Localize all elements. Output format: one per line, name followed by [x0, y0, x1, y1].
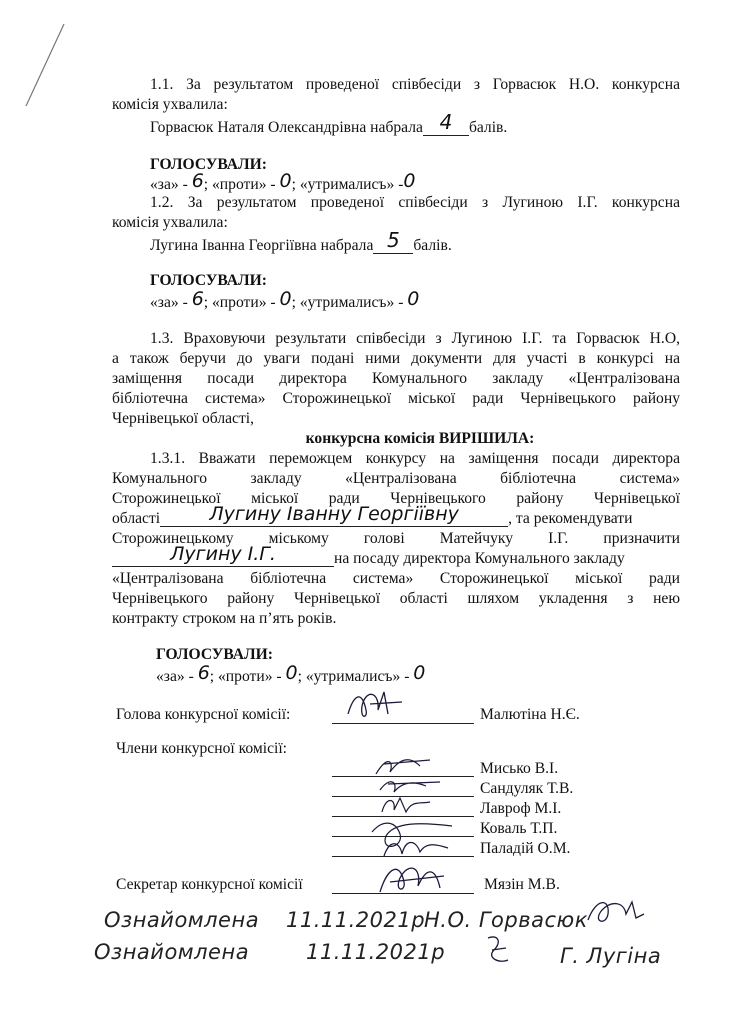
- member-name: Коваль Т.П.: [480, 820, 558, 837]
- decision-line7: «Централізована бібліотечна система» Сторожинецької міської ради: [112, 570, 680, 587]
- acknowledgement-date: 11.11.2021р: [306, 940, 446, 964]
- appointee-handwritten: Лугину І.Г.: [170, 543, 276, 565]
- member-name: Сандуляк Т.В.: [480, 780, 574, 797]
- appointee-blank: [112, 543, 334, 567]
- section-1-3-line3: заміщення посади директора Комунального закладу «Централізована: [112, 370, 680, 387]
- vote-2-results: [150, 288, 420, 312]
- vote-3-heading: ГОЛОСУВАЛИ:: [156, 646, 273, 663]
- acknowledgement-name: Н.О. Горвасюк: [424, 908, 588, 932]
- acknowledgement-name: Г. Лугіна: [560, 944, 662, 968]
- decision-heading: конкурсна комісія ВИРІШИЛА:: [305, 430, 535, 447]
- decision-line9: контракту строком на п’ять років.: [112, 610, 337, 627]
- acknowledgement-word: Ознайомлена: [104, 908, 260, 932]
- decision-line2: Комунального закладу «Централізована бібліотечна система»: [112, 470, 680, 487]
- chair-signature: [340, 684, 410, 726]
- decision-line8: Чернівецького району Чернівецької області шляхом укладення з нею: [112, 590, 680, 607]
- section-1-3-line2: а також беручи до уваги подані ними документи для участі в конкурсі на: [112, 350, 680, 367]
- member-name: Паладій О.М.: [480, 840, 571, 857]
- members-label: Члени конкурсної комісії:: [116, 740, 287, 757]
- vote-1-heading: ГОЛОСУВАЛИ:: [150, 156, 267, 173]
- secretary-name: Мязін М.В.: [484, 876, 560, 893]
- section-1-1-result: [150, 110, 508, 137]
- vote-proty-value: 0: [279, 288, 292, 310]
- vote-utr-value: 0: [407, 288, 420, 310]
- vote-proty-label: ; «проти» -: [209, 668, 282, 685]
- section-1-2-line2: комісія ухвалила:: [112, 214, 228, 231]
- section-1-1-line2: комісія ухвалила:: [112, 96, 228, 113]
- margin-pencil-mark: [20, 20, 80, 110]
- secretary-label: Секретар конкурсної комісії: [116, 876, 303, 893]
- vote-utr-label: ; «утрималисъ» -: [297, 668, 410, 685]
- decision-line5: Сторожинецькому міському голові Матейчуку І.Г. призначити: [112, 530, 680, 547]
- vote-utr-value: 0: [413, 662, 426, 684]
- decision-recommend: , та рекомендувати: [508, 510, 633, 527]
- vote-1-results: [150, 170, 416, 194]
- vote-3-results: [156, 662, 426, 686]
- decision-line6: [112, 543, 625, 568]
- vote-proty-value: 0: [285, 662, 298, 684]
- decision-line1: 1.3.1. Вважати переможцем конкурсу на заміщення посади директора: [150, 450, 680, 467]
- vote-proty-label: ; «проти» -: [203, 294, 276, 311]
- winner-name-blank: [160, 503, 508, 527]
- horvasiuk-signature: [580, 892, 650, 936]
- member-name: Мисько В.І.: [480, 760, 559, 777]
- score-blank: [373, 228, 413, 254]
- vote-za-value: 6: [191, 170, 204, 192]
- member-name: Лавроф М.І.: [480, 800, 562, 817]
- vote-proty-label: ; «проти» -: [203, 176, 276, 193]
- decision-line3: Сторожинецької міської ради Чернівецького району Чернівецької: [112, 490, 680, 507]
- section-1-3-line1: 1.3. Враховуючи результати співбесіди з Лугиною І.Г. та Горвасюк Н.О,: [150, 330, 680, 347]
- acknowledgement-date: 11.11.2021р: [286, 908, 426, 932]
- vote-2-heading: ГОЛОСУВАЛИ:: [150, 272, 267, 289]
- vote-za-label: «за» -: [150, 176, 188, 193]
- vote-za-label: «за» -: [150, 294, 188, 311]
- chair-name: Малютіна Н.Є.: [480, 706, 580, 723]
- luhyna-signature: [478, 932, 518, 972]
- result-label: Лугина Іванна Георгіївна набрала: [150, 237, 374, 254]
- section-1-3-line4: бібліотечна система» Сторожинецької міської ради Чернівецького району: [112, 390, 680, 407]
- result-label: Горвасюк Наталя Олександрівна набрала: [150, 119, 423, 136]
- section-1-1-line1: 1.1. За результатом проведеної співбесіди з Горвасюк Н.О. конкурсна: [150, 76, 680, 93]
- decision-position: на посаду директора Комунального закладу: [334, 550, 625, 567]
- secretary-signature: [370, 852, 450, 898]
- vote-proty-value: 0: [279, 170, 292, 192]
- chair-label: Голова конкурсної комісії:: [116, 706, 291, 723]
- vote-utr-label: ; «утрималисъ» -: [291, 176, 404, 193]
- score-value: 4: [439, 110, 453, 134]
- score-value: 5: [387, 228, 400, 252]
- section-1-2-result: [150, 228, 452, 255]
- result-suffix: балів.: [413, 237, 452, 254]
- result-suffix: балів.: [468, 119, 508, 136]
- acknowledgement-word: Ознайомлена: [94, 940, 250, 964]
- vote-utr-label: ; «утрималисъ» -: [291, 294, 404, 311]
- winner-name-handwritten: Лугину Іванну Георгіївну: [209, 503, 459, 525]
- decision-line4: [112, 503, 633, 528]
- vote-za-value: 6: [191, 288, 204, 310]
- score-blank: [423, 110, 469, 136]
- decision-oblasti: області: [112, 510, 161, 527]
- vote-utr-value: 0: [403, 170, 416, 192]
- section-1-3-line5: Чернівецької області,: [112, 410, 255, 427]
- section-1-2-line1: 1.2. За результатом проведеної співбесіди з Лугиною І.Г. конкурсна: [150, 194, 680, 211]
- vote-za-label: «за» -: [156, 668, 194, 685]
- vote-za-value: 6: [197, 662, 210, 684]
